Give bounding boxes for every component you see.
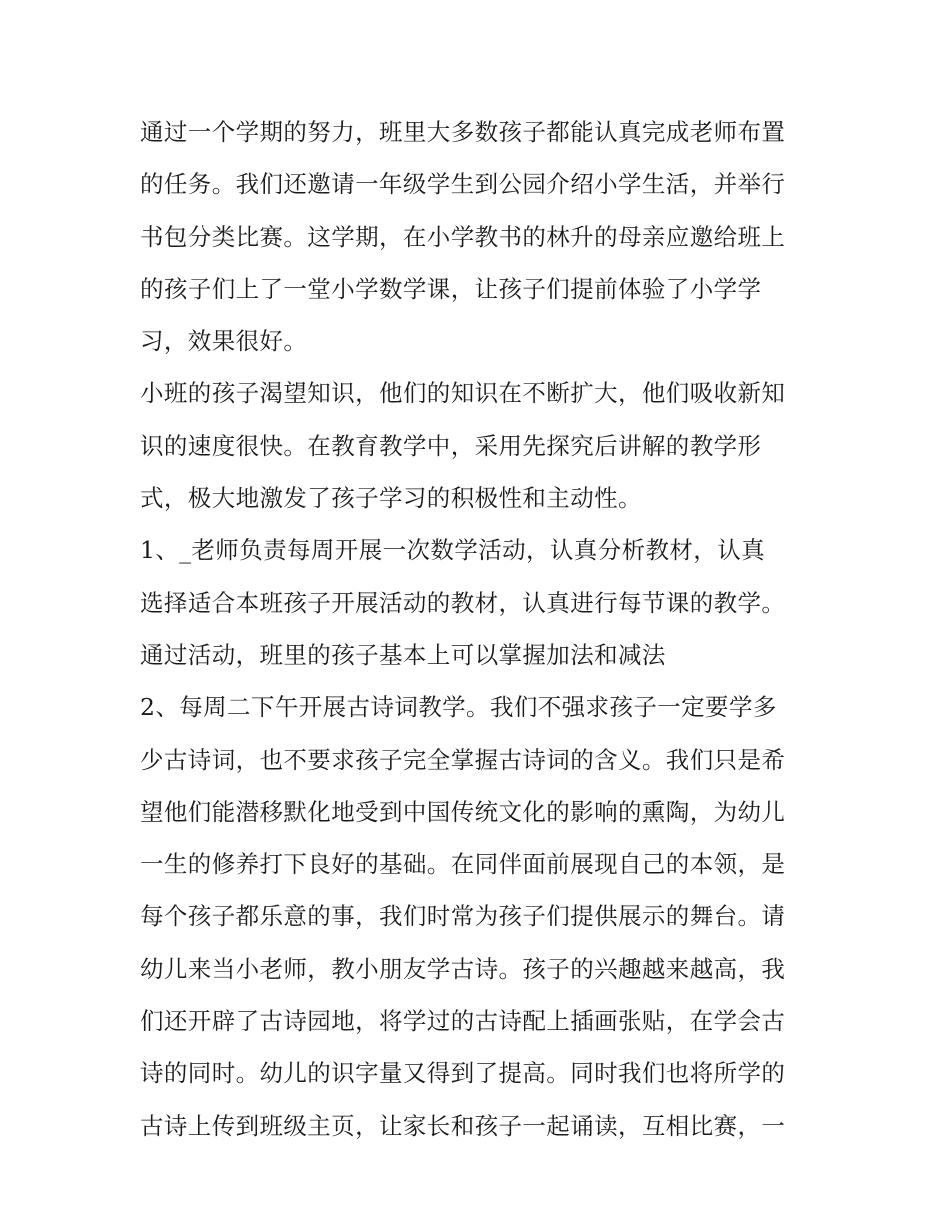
text-line: 望他们能潜移默化地受到中国传统文化的影响的熏陶，为幼儿 xyxy=(140,797,786,826)
text-line: 少古诗词，也不要求孩子完全掌握古诗词的含义。我们只是希 xyxy=(140,745,786,774)
text-line: 选择适合本班孩子开展活动的教材，认真进行每节课的教学。 xyxy=(140,588,786,617)
text-line: 的孩子们上了一堂小学数学课，让孩子们提前体验了小学学 xyxy=(140,274,762,303)
text-line: 古诗上传到班级主页，让家长和孩子一起诵读，互相比赛，一 xyxy=(140,1111,786,1140)
text-line: 们还开辟了古诗园地，将学过的古诗配上插画张贴，在学会古 xyxy=(140,1007,786,1036)
text-line: 每个孩子都乐意的事，我们时常为孩子们提供展示的舞台。请 xyxy=(140,902,786,931)
body-text xyxy=(140,106,820,1152)
text-line: 式，极大地激发了孩子学习的积极性和主动性。 xyxy=(140,484,642,513)
text-line: 的任务。我们还邀请一年级学生到公园介绍小学生活，并举行 xyxy=(140,170,786,199)
text-line: 2、每周二下午开展古诗词教学。我们不强求孩子一定要学多 xyxy=(140,693,777,722)
text-line: 小班的孩子渴望知识，他们的知识在不断扩大，他们吸收新知 xyxy=(140,379,786,408)
text-line: 幼儿来当小老师，教小朋友学古诗。孩子的兴趣越来越高，我 xyxy=(140,954,786,983)
text-line: 习，效果很好。 xyxy=(140,327,308,356)
text-line: 通过活动，班里的孩子基本上可以掌握加法和减法 xyxy=(140,640,666,669)
text-line: 识的速度很快。在教育教学中，采用先探究后讲解的教学形 xyxy=(140,431,762,460)
text-line: 通过一个学期的努力，班里大多数孩子都能认真完成老师布置 xyxy=(140,118,786,146)
text-line: 一生的修养打下良好的基础。在同伴面前展现自己的本领，是 xyxy=(140,850,786,879)
text-line: 1、_老师负责每周开展一次数学活动，认真分析教材，认真 xyxy=(140,536,766,565)
text-line: 书包分类比赛。这学期，在小学教书的林升的母亲应邀给班上 xyxy=(140,222,786,251)
text-line: 诗的同时。幼儿的识字量又得到了提高。同时我们也将所学的 xyxy=(140,1059,786,1088)
